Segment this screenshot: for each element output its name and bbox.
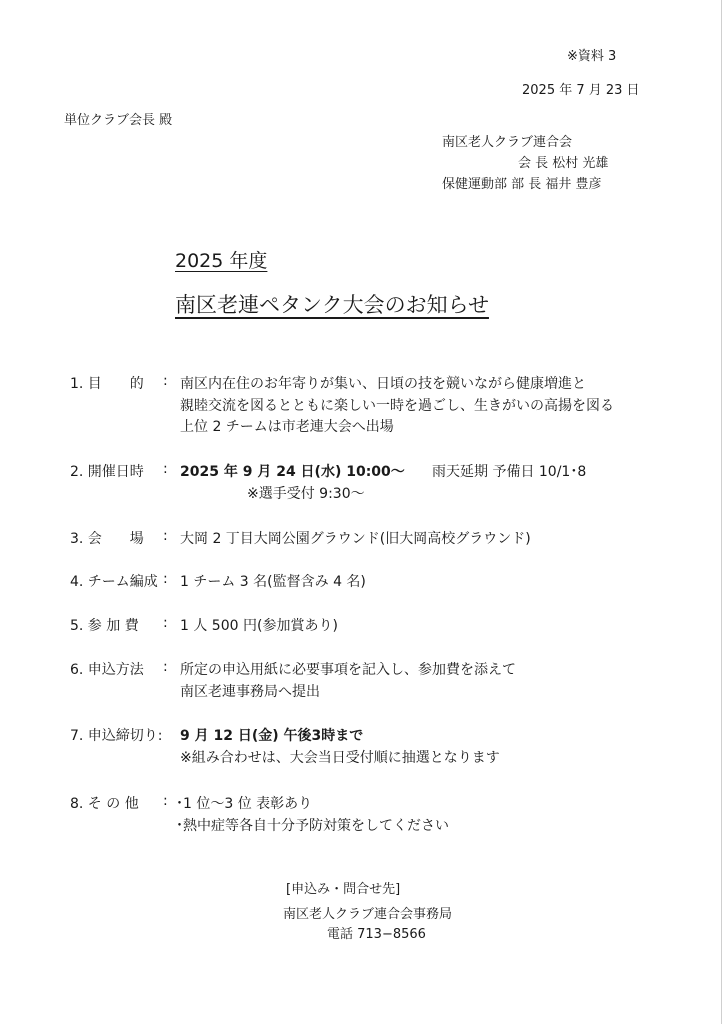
team-composition: 1 チーム 3 名(監督含み 4 名) <box>180 574 366 590</box>
fiscal-year-title: 2025 年度 <box>175 250 268 272</box>
purpose-line-2: 親睦交流を図るとともに楽しい一時を過ごし、生きがいの高揚を図る <box>180 398 614 414</box>
sender-org: 南区老人クラブ連合会 <box>442 135 573 150</box>
deadline-text: 9 月 12 日(金) 午後3時まで <box>180 728 364 744</box>
fee-text: 1 人 500 円(参加賞あり) <box>180 618 338 634</box>
application-line-1: 所定の申込用紙に必要事項を記入し、参加費を添えて <box>180 662 516 678</box>
item-separator: : <box>163 373 168 389</box>
recipient: 単位クラブ会長 殿 <box>64 113 173 128</box>
item-separator: : <box>163 461 168 477</box>
item-label-venue: 3. 会 場 <box>70 531 144 547</box>
item-separator: : <box>163 571 168 587</box>
item-separator: : <box>163 615 168 631</box>
item-separator: : <box>163 659 168 675</box>
venue-text: 大岡 2 丁目大岡公園グラウンド(旧大岡高校グラウンド) <box>180 531 531 547</box>
item-separator: : <box>163 528 168 544</box>
contact-heading: [申込み・問合せ先] <box>286 882 401 897</box>
item-label-deadline: 7. 申込締切り: <box>70 728 163 744</box>
item-label-other: 8. そ の 他 <box>70 796 139 812</box>
sender-dept-head: 保健運動部 部 長 福井 豊彦 <box>442 177 602 192</box>
other-line-2: ･熱中症等各自十分予防対策をしてください <box>176 818 449 834</box>
item-label-fee: 5. 参 加 費 <box>70 618 139 634</box>
doc-reference: ※資料 3 <box>567 49 617 64</box>
issue-date: 2025 年 7 月 23 日 <box>522 83 640 98</box>
player-reception: ※選手受付 9:30〜 <box>247 486 365 502</box>
deadline-note: ※組み合わせは、大会当日受付順に抽選となります <box>180 750 500 766</box>
page-title: 南区老連ペタンク大会のお知らせ <box>175 293 489 317</box>
item-separator: : <box>163 793 168 809</box>
contact-phone: 電話 713−8566 <box>327 927 426 942</box>
item-label-purpose: 1. 目 的 <box>70 376 144 392</box>
item-label-application: 6. 申込方法 <box>70 662 144 678</box>
sender-president: 会 長 松村 光雄 <box>518 156 609 171</box>
other-line-1: ･1 位〜3 位 表彰あり <box>176 796 313 812</box>
purpose-line-1: 南区内在住のお年寄りが集い、日頃の技を競いながら健康増進と <box>180 376 586 392</box>
item-label-datetime: 2. 開催日時 <box>70 464 144 480</box>
purpose-line-3: 上位 2 チームは市老連大会へ出場 <box>180 419 394 435</box>
scan-edge-line <box>721 0 722 1024</box>
event-datetime: 2025 年 9 月 24 日(水) 10:00〜 <box>180 464 405 480</box>
item-label-team: 4. チーム編成 <box>70 574 158 590</box>
contact-org: 南区老人クラブ連合会事務局 <box>283 907 453 922</box>
application-line-2: 南区老連事務局へ提出 <box>180 684 320 700</box>
rain-policy: 雨天延期 予備日 10/1･8 <box>432 464 587 480</box>
